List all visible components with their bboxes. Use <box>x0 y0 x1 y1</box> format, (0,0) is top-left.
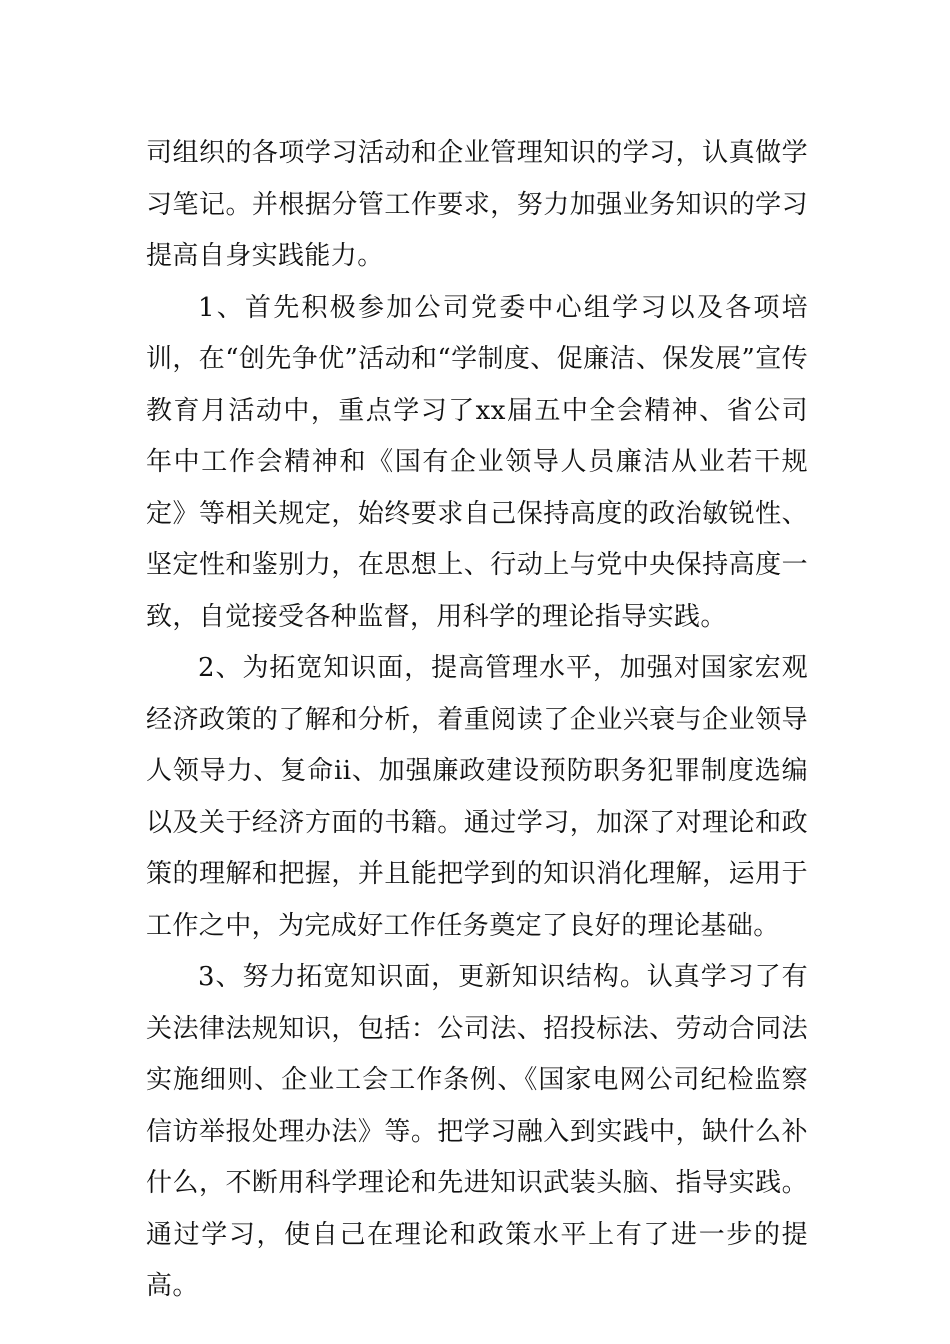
paragraph-item-1: 1、首先积极参加公司党委中心组学习以及各项培训，在“创先争优”活动和“学制度、促廉洁、保发展”宣传教育月活动中，重点学习了xx届五中全会精神、省公司年中工作会精神和《国有企业领导人员廉洁从业若干规定》等相关规定，始终要求自己保持高度的政治敏锐性、坚定性和鉴别力，在思想上、行动上与党中央保持高度一致，自觉接受各种监督，用科学的理论指导实践。 <box>146 292 808 632</box>
paragraph-item-2: 2、为拓宽知识面，提高管理水平，加强对国家宏观经济政策的了解和分析，着重阅读了企业兴衰与企业领导人领导力、复命ii、加强廉政建设预防职务犯罪制度选编以及关于经济方面的书籍。通过学习，加深了对理论和政策的理解和把握，并且能把学到的知识消化理解，运用于工作之中，为完成好工作任务奠定了良好的理论基础。 <box>146 653 808 941</box>
document-body <box>146 128 808 1313</box>
paragraph-continuation: 司组织的各项学习活动和企业管理知识的学习，认真做学习笔记。并根据分管工作要求，努力加强业务知识的学习提高自身实践能力。 <box>146 138 808 271</box>
paragraph-item-3: 3、努力拓宽知识面，更新知识结构。认真学习了有关法律法规知识，包括：公司法、招投标法、劳动合同法实施细则、企业工会工作条例、《国家电网公司纪检监察信访举报处理办法》等。把学习融入到实践中，缺什么补什么，不断用科学理论和先进知识武装头脑、指导实践。通过学习，使自己在理论和政策水平上有了进一步的提高。 <box>146 962 808 1301</box>
